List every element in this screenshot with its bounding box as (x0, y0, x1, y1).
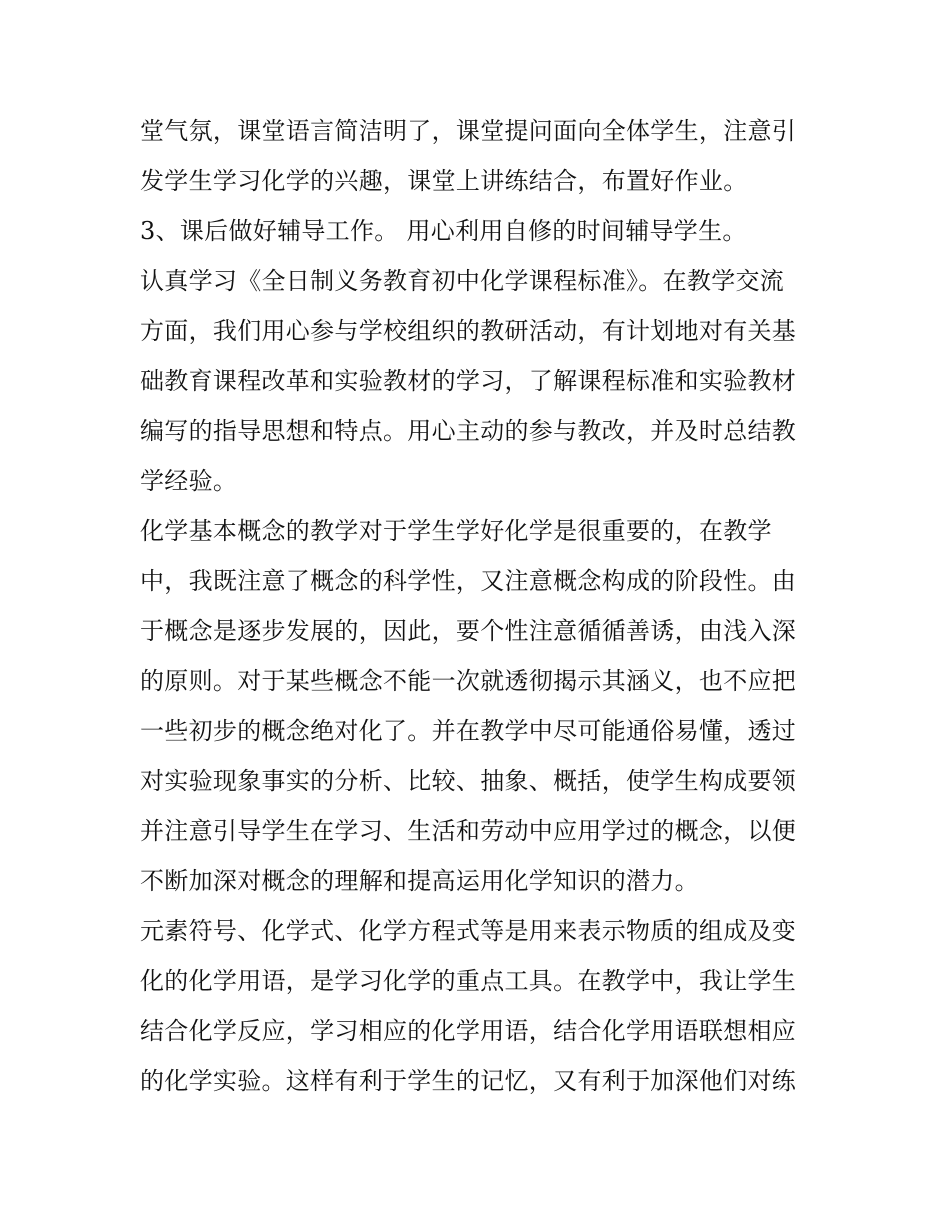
text-line: 中，我既注意了概念的科学性，又注意概念构成的阶段性。由 (140, 567, 797, 595)
text-line: 3、课后做好辅导工作。 用心利用自修的时间辅导学生。 (140, 217, 747, 245)
text-line: 方面，我们用心参与学校组织的教研活动，有计划地对有关基 (140, 317, 797, 345)
text-line: 对实验现象事实的分析、比较、抽象、概括，使学生构成要领 (140, 767, 797, 795)
text-line: 结合化学反应，学习相应的化学用语，结合化学用语联想相应 (140, 1017, 797, 1045)
text-line: 认真学习《全日制义务教育初中化学课程标准》。在教学交流 (140, 267, 785, 295)
text-line: 不断加深对概念的理解和提高运用化学知识的潜力。 (140, 867, 699, 895)
text-line: 的原则。对于某些概念不能一次就透彻揭示其涵义，也不应把 (140, 667, 797, 695)
text-line: 化的化学用语，是学习化学的重点工具。在教学中，我让学生 (140, 967, 797, 995)
text-line: 化学基本概念的教学对于学生学好化学是很重要的，在教学 (140, 517, 772, 545)
text-line: 并注意引导学生在学习、生活和劳动中应用学过的概念，以便 (140, 817, 797, 845)
text-line: 于概念是逐步发展的，因此，要个性注意循循善诱，由浅入深 (140, 617, 797, 645)
text-line: 的化学实验。这样有利于学生的记忆，又有利于加深他们对练 (140, 1067, 797, 1095)
text-line: 发学生学习化学的兴趣，课堂上讲练结合，布置好作业。 (140, 167, 748, 195)
text-line: 础教育课程改革和实验教材的学习，了解课程标准和实验教材 (140, 367, 797, 395)
body-text (140, 106, 820, 1106)
text-line: 一些初步的概念绝对化了。并在教学中尽可能通俗易懂，透过 (140, 717, 797, 745)
text-line: 元素符号、化学式、化学方程式等是用来表示物质的组成及变 (140, 917, 797, 945)
text-line: 编写的指导思想和特点。用心主动的参与教改，并及时总结教 (140, 417, 797, 445)
text-line: 学经验。 (140, 467, 238, 495)
text-line: 堂气氛，课堂语言简洁明了，课堂提问面向全体学生，注意引 (140, 117, 797, 145)
